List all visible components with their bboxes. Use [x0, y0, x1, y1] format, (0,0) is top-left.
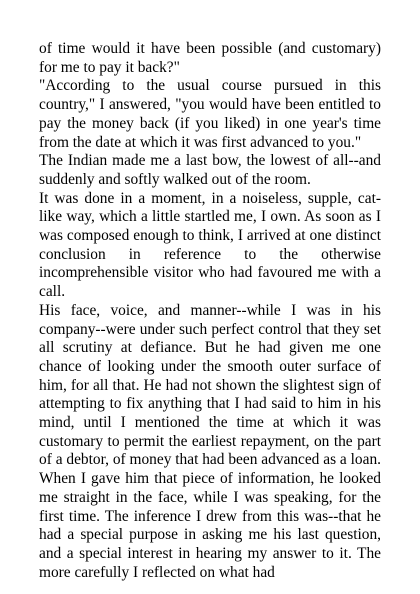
document-page — [39, 40, 381, 582]
paragraph: The Indian made me a last bow, the lowest of all--and suddenly and softly walked out of the room. — [39, 152, 381, 188]
paragraph: of time would it have been possible (and customary) for me to pay it back?" — [39, 40, 381, 76]
paragraph: It was done in a moment, in a noiseless, supple, cat-like way, which a little startled me, I own. As soon as I was composed enough to think, I arrived at one distinct conclusion in reference to the otherwise incomprehensible visitor who had favoured me with a call. — [39, 189, 381, 301]
paragraph: His face, voice, and manner--while I was in his company--were under such perfect control that they set all scrutiny at defiance. But he had given me one chance of looking under the smooth outer surface of him, for all that. He had not shown the slightest sign of attempting to fix anything that I had said to him in his mind, until I mentioned the time at which it was customary to permit the earliest repayment, on the part of a debtor, of money that had been advanced as a loan. When I gave him that piece of information, he looked me straight in the face, while I was speaking, for the first time. The inference I drew from this was--that he had a special purpose in asking me his last question, and a special interest in hearing my answer to it. The more carefully I reflected on what had — [39, 301, 381, 581]
paragraph: "According to the usual course pursued in this country," I answered, "you would have been entitled to pay the money back (if you liked) in one year's time from the date at which it was first advanced to you." — [39, 77, 381, 151]
